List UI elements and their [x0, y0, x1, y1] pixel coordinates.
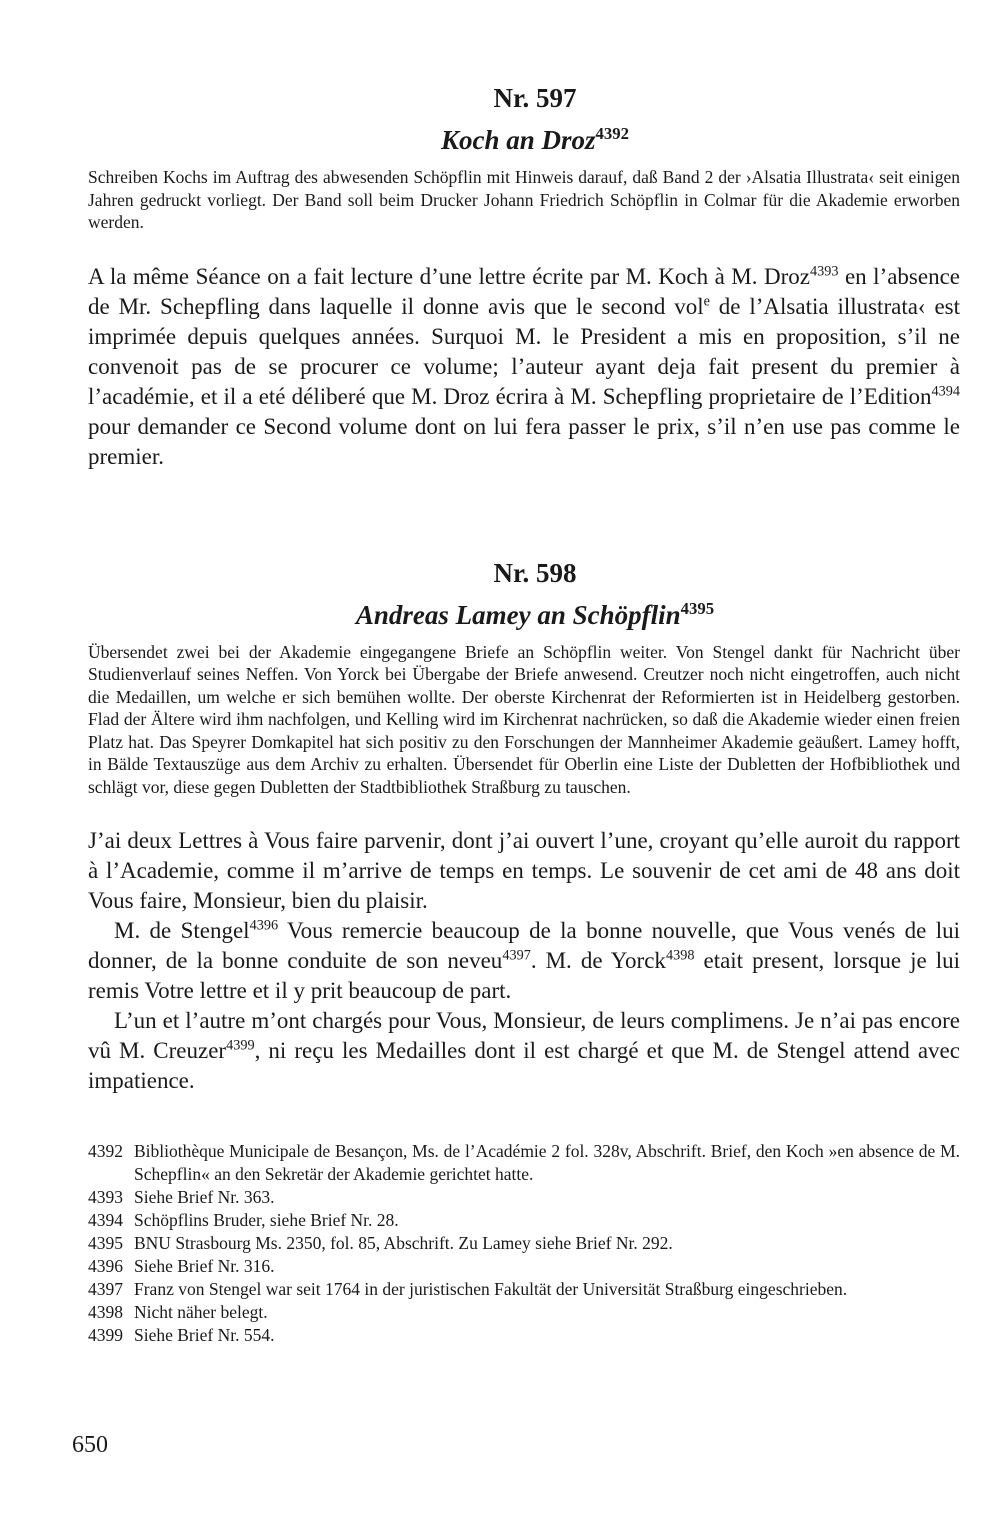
footnote-ref: 4399	[226, 1037, 255, 1054]
footnote: 4398 Nicht näher belegt.	[88, 1302, 268, 1322]
footnote: 4395 BNU Strasbourg Ms. 2350, fol. 85, Abschrift. Zu Lamey siehe Brief Nr. 292.	[88, 1233, 673, 1253]
letter-paragraph: J’ai deux Lettres à Vous faire parvenir, dont j’ai ouvert l’une, croyant qu’elle auroit du rapport à l’Academie, comme il m’arrive de temps en temps. Le souvenir de cet ami de 48 ans doit Vous faire, Monsieur, bien du plaisir.	[88, 828, 960, 913]
footnote: 4394 Schöpflins Bruder, siehe Brief Nr. 28.	[88, 1210, 399, 1230]
letter-title: Andreas Lamey an Schöpflin$^{4395}$	[355, 598, 715, 630]
footnote-ref: 4392	[595, 124, 629, 143]
footnote: 4393 Siehe Brief Nr. 363.	[88, 1187, 275, 1207]
letter-597	[88, 80, 960, 472]
letter-number: Nr. 598	[493, 557, 577, 588]
footnote-ref: 4396	[249, 917, 279, 934]
letter-number: Nr. 597	[493, 83, 577, 113]
footnote-ref: 4394	[931, 382, 960, 399]
footnote-ref: 4395	[680, 598, 715, 618]
letter-text: A la même Séance on a fait lecture d’une lettre écrite par M. Koch à M. Droz$^{4393}$ en l’absence de Mr. Schepfling dans laquelle il donne avis que le second vol$^e$ de l’Alsatia illustrata‹ est imprimée depuis quelques années. Surquoi M. le President a mis en proposition, s’il ne convenoit pas de se procurer ce volume; l’auteur ayant deja fait present du premier à l’académie, et il a eté déliberé que M. Droz écrira à M. Schepfling proprietaire de l’Edition$^{4394}$ pour demander ce Second volume dont on lui fera passer le prix, s’il n’en use pas comme le premier.	[88, 262, 961, 469]
letter-title: Koch an Droz$^{4392}$	[440, 124, 629, 155]
letter-summary: Übersendet zwei bei der Akademie eingegangene Briefe an Schöpflin weiter. Von Stengel dankt für Nachricht über Studienverlauf seines Neffen. Von Yorck bei Übergabe der Briefe anwesend. Creutzer noch nicht eingetroffen, auch nicht die Medaillen, um welche er sich bemühen wollte. Der oberste Kirchenrat der Reformierten ist in Heidelberg gestorben. Flad der Ältere wird ihm nachfolgen, und Kelling wird im Kirchenrat nachrücken, so daß die Akademie wieder einen freien Platz hat. Das Speyrer Domkapitel hat sich positiv zu den Forschungen der Mannheimer Akademie geäußert. Lamey hofft, in Bälde Textauszüge aus dem Archiv zu erhalten. Übersendet für Oberlin eine Liste der Dubletten der Hofbibliothek und schlägt vor, diese gegen Dubletten der Stadtbibliothek Straßburg zu tauschen.	[88, 641, 960, 797]
page-number: 650	[72, 1432, 108, 1458]
footnote: 4392 Bibliothèque Municipale de Besançon, Ms. de l’Académie 2 fol. 328v, Abschrift. Brief, den Koch »en absence de M. Schepflin« an den Sekretär der Akademie gerichtet hatte.	[88, 1141, 960, 1184]
footnote: 4399 Siehe Brief Nr. 554.	[88, 1325, 275, 1345]
letter-paragraph: L’un et l’autre m’ont chargés pour Vous, Monsieur, de leurs complimens. Je n’ai pas encore vû M. Creuzer$^{4399}$, ni reçu les Medailles dont il est chargé et que M. de Stengel attend avec impatience.	[88, 1008, 960, 1093]
letter-paragraph: M. de Stengel$^{4396}$ Vous remercie beaucoup de la bonne nouvelle, que Vous venés de lui donner, de la bonne conduite de son neveu$^{4397}$. M. de Yorck$^{4398}$ etait present, lorsque je lui remis Votre lettre et il y prit beaucoup de part.	[88, 917, 961, 1003]
page-content	[88, 80, 960, 1347]
letter-598	[88, 555, 960, 1097]
footnote-ref: 4398	[665, 947, 695, 964]
footnote: 4396 Siehe Brief Nr. 316.	[88, 1256, 275, 1276]
letter-summary: Schreiben Kochs im Auftrag des abwesenden Schöpflin mit Hinweis darauf, daß Band 2 der ›Alsatia Illustrata‹ seit einigen Jahren gedruckt vorliegt. Der Band soll beim Drucker Johann Friedrich Schöpflin in Colmar für die Akademie erworben werden.	[88, 167, 960, 232]
footnote-ref: 4393	[809, 262, 839, 279]
footnotes	[88, 1140, 960, 1347]
footnote-ref: 4397	[502, 947, 531, 964]
footnote: 4397 Franz von Stengel war seit 1764 in der juristischen Fakultät der Universität Straßburg eingeschrieben.	[88, 1279, 848, 1299]
